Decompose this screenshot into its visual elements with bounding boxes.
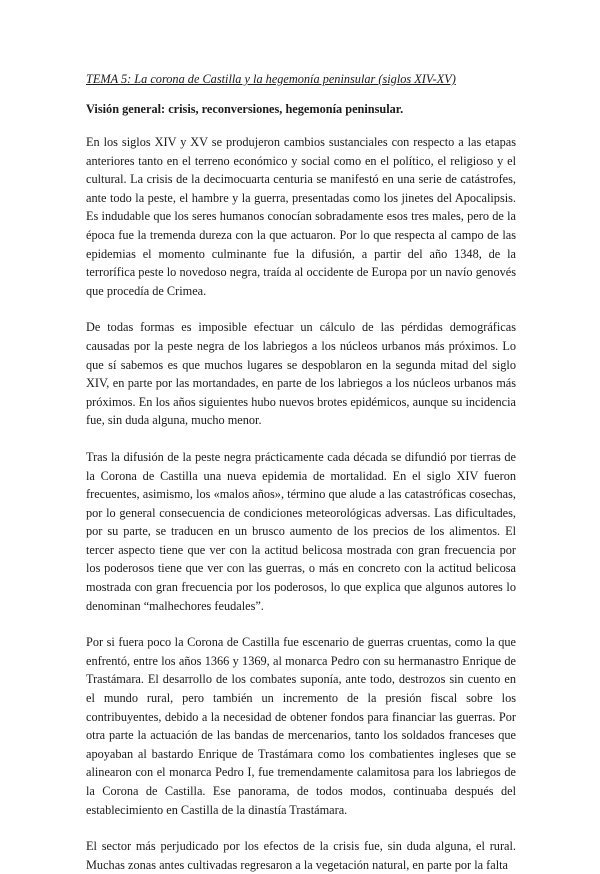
document-body xyxy=(86,70,516,874)
paragraph-3: Tras la difusión de la peste negra prácticamente cada década se difundió por tierras de la Corona de Castilla una nueva epidemia de mortalidad. En el siglo XIV fueron frecuentes, asimismo, los «malos años», término que alude a las catastróficas cosechas, por lo general consecuencia de condiciones meteorológicas adversas. Las dificultades, por su parte, se traducen en un brusco aumento de los precios de los alimentos. El tercer aspecto tiene que ver con la actitud belicosa mostrada con gran frecuencia por los poderosos tiene que ver con las guerras, o más en concreto con la actitud belicosa mostrada con gran frecuencia por los poderosos, lo que explica que algunos autores lo denominan “malhechores feudales”. xyxy=(86,449,516,613)
document-title: TEMA 5: La corona de Castilla y la hegemonía peninsular (siglos XIV-XV) xyxy=(86,72,456,86)
paragraph-1: En los siglos XIV y XV se produjeron cambios sustanciales con respecto a las etapas anteriores tanto en el terreno económico y social como en el político, el religioso y el cultural. La crisis de la decimocuarta centuria se manifestó en una serie de catástrofes, ante todo la peste, el hambre y la guerra, presentadas como los jinetes del Apocalipsis. Es indudable que los seres humanos conocían sobradamente esos tres males, pero de la época fue la tremenda dureza con la que actuaron. Por lo que respecta al campo de las epidemias el momento culminante fue la difusión, a partir del año 1348, de la terrorífica peste lo novedoso negra, traída al occidente de Europa por un navío genovés que procedía de Crimea. xyxy=(86,135,516,298)
paragraph-5: El sector más perjudicado por los efectos de la crisis fue, sin duda alguna, el rural. Muchas zonas antes cultivadas regresaron a la vegetación natural, en parte por la falta xyxy=(86,839,516,872)
paragraph-4: Por si fuera poco la Corona de Castilla fue escenario de guerras cruentas, como la que enfrentó, entre los años 1366 y 1369, al monarca Pedro con su hermanastro Enrique de Trastámara. El desarrollo de los combates suponía, ante todo, destrozos sin cuento en el mundo rural, pero también un incremento de la presión fiscal sobre los contribuyentes, debido a la necesidad de obtener fondos para financiar las guerras. Por otra parte la actuación de las bandas de mercenarios, tanto los soldados franceses que apoyaban al bastardo Enrique de Trastámara como los combatientes ingleses que se alinearon con el monarca Pedro I, fue tremendamente calamitosa para los labriegos de la Corona de Castilla. Ese panorama, de todos modos, continuaba después del establecimiento en Castilla de la dinastía Trastámara. xyxy=(86,635,516,817)
paragraph-2: De todas formas es imposible efectuar un cálculo de las pérdidas demográficas causadas por la peste negra de los labriegos a los núcleos urbanos más próximos. Lo que sí sabemos es que muchos lugares se despoblaron en la segunda mitad del siglo XIV, en parte por las mortandades, en parte de los labriegos a los núcleos urbanos más próximos. En los años siguientes hubo nuevos brotes epidémicos, aunque su incidencia fue, sin duda alguna, mucho menor. xyxy=(86,320,516,428)
section-heading: Visión general: crisis, reconversiones, hegemonía peninsular. xyxy=(86,102,404,116)
